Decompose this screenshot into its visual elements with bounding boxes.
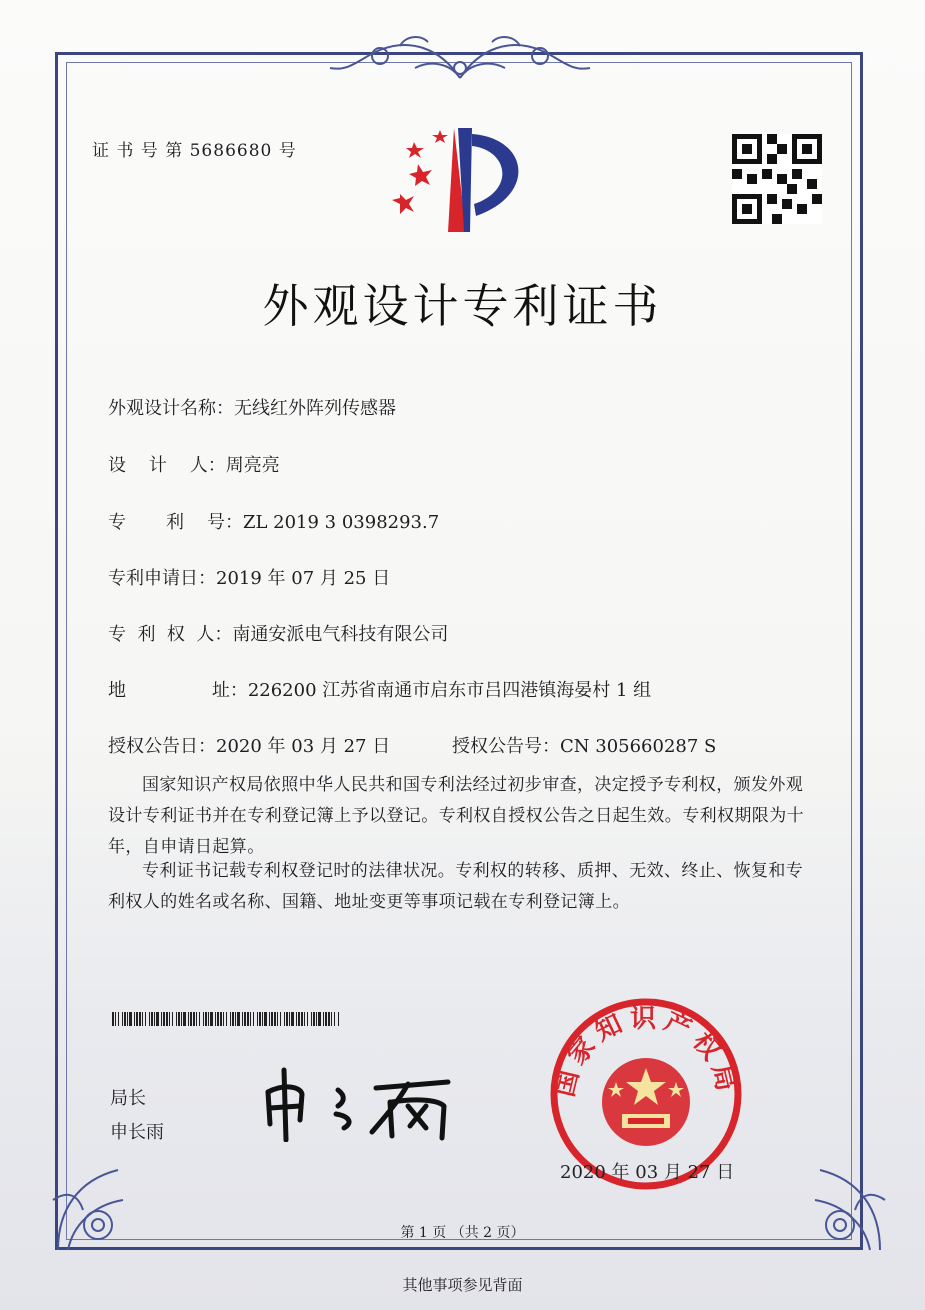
top-ornament <box>310 28 610 92</box>
cnipa-logo-icon <box>388 124 538 234</box>
address-label: 地 址： <box>108 680 248 701</box>
bottom-right-ornament <box>780 1140 900 1260</box>
address-value: 226200 江苏省南通市启东市吕四港镇海晏村 1 组 <box>247 680 652 701</box>
body-paragraph-2: 专利证书记载专利权登记时的法律状况。专利权的转移、质押、无效、终止、恢复和专利权人的姓名或名称、国籍、地址变更等事项记载在专利登记簿上。 <box>108 861 804 912</box>
handwritten-signature <box>258 1062 458 1142</box>
design-name-label: 外观设计名称： <box>108 398 234 419</box>
address-row <box>108 676 651 702</box>
footer-note: 其他事项参见背面 <box>402 1276 523 1294</box>
seal-text: 国家知识产权局 <box>549 1004 743 1100</box>
filing-date-row <box>108 564 390 590</box>
body-paragraph-1: 国家知识产权局依照中华人民共和国专利法经过初步审查，决定授予专利权，颁发外观设计专利证书并在专利登记簿上予以登记。专利权自授权公告之日起生效。专利权期限为十年，自申请日起算。 <box>108 775 804 857</box>
patentee-row <box>108 620 448 646</box>
certificate-title: 外观设计专利证书 <box>262 279 663 333</box>
grant-date-row <box>108 732 390 758</box>
grant-date-label: 授权公告日： <box>108 736 216 757</box>
grant-number-value: CN 305660287 S <box>560 736 717 757</box>
design-name-row <box>108 394 396 420</box>
grant-date-value: 2020 年 03 月 27 日 <box>216 736 391 757</box>
filing-date-value: 2019 年 07 月 25 日 <box>216 568 391 589</box>
seal-date: 2020 年 03 月 27 日 <box>560 1162 735 1183</box>
bottom-left-ornament <box>38 1140 158 1260</box>
patentee-label: 专 利 权 人： <box>108 624 233 645</box>
director-name: 申长雨 <box>110 1122 164 1143</box>
designer-row <box>108 451 280 477</box>
qr-code-icon <box>732 134 822 224</box>
patent-number-row <box>108 508 439 534</box>
director-title: 局长 <box>110 1088 146 1109</box>
certificate-number: 证 书 号 第 5686680 号 <box>92 141 297 161</box>
grant-number-label: 授权公告号： <box>452 736 560 757</box>
patent-number-value: ZL 2019 3 0398293.7 <box>242 512 440 533</box>
grant-number-row <box>452 732 716 758</box>
designer-value: 周亮亮 <box>225 455 280 476</box>
patent-number-label: 专 利 号： <box>108 512 243 533</box>
page-indicator: 第 1 页 （共 2 页） <box>400 1225 525 1241</box>
filing-date-label: 专利申请日： <box>108 568 216 589</box>
barcode-icon <box>112 1012 342 1026</box>
patentee-value: 南通安派电气科技有限公司 <box>232 624 449 645</box>
designer-label: 设 计 人： <box>108 455 226 476</box>
design-name-value: 无线红外阵列传感器 <box>234 398 396 419</box>
